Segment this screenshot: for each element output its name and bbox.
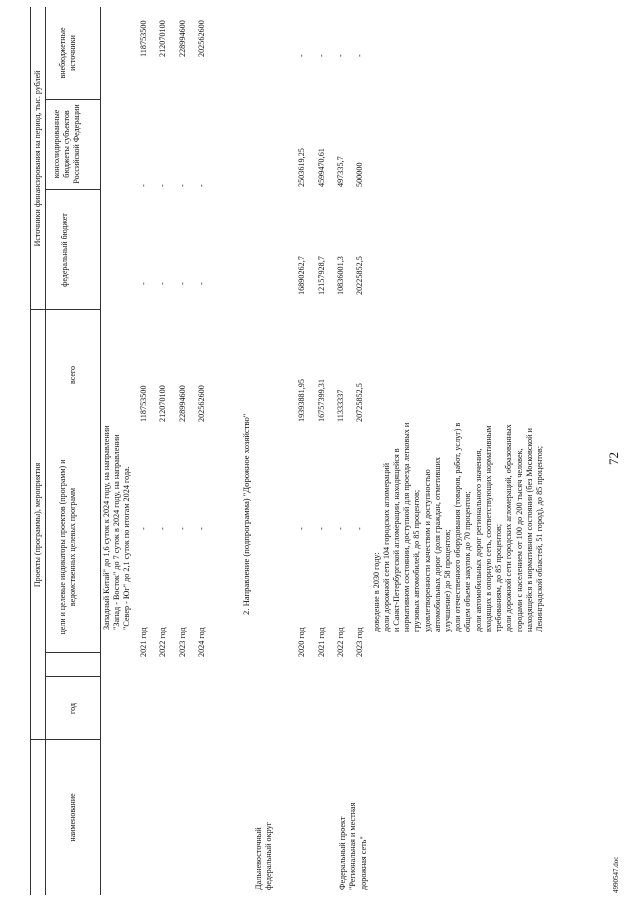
cell-regional: - bbox=[158, 184, 167, 187]
cell-total: 118753500 bbox=[139, 385, 148, 422]
cell-extra: - bbox=[355, 54, 364, 57]
cell-extra: - bbox=[297, 54, 306, 57]
cell-year: 2020 год bbox=[297, 627, 306, 657]
cell-goal: - bbox=[197, 527, 206, 530]
cell-extra: - bbox=[317, 54, 326, 57]
cell-year: 2024 год bbox=[197, 627, 206, 657]
cell-regional: 2503619,25 bbox=[297, 148, 306, 187]
cell-regional: - bbox=[139, 184, 148, 187]
cell-goal: - bbox=[317, 527, 326, 530]
goal-text-line: и Санкт-Петербургской агломерации, находящейся в bbox=[392, 448, 401, 632]
cell-extra: 202562600 bbox=[197, 20, 206, 57]
goal-text-line: доли дорожной сети городских агломераций, образованных bbox=[504, 424, 513, 632]
cell-goal: - bbox=[158, 527, 167, 530]
cell-total: 212070100 bbox=[158, 385, 167, 422]
goal-text-line: доли дорожной сети 104 городских агломераций bbox=[382, 463, 391, 632]
goal-text-line: требованиям, до 85 процентов; bbox=[494, 523, 503, 632]
header-year: год bbox=[68, 703, 77, 714]
cell-year: 2022 год bbox=[158, 627, 167, 657]
goal-text-line: входящих в опорную сеть, соответствующих нормативным bbox=[484, 425, 493, 632]
goal-text-line: доведение в 2030 году: bbox=[372, 552, 381, 632]
cell-total: 20725852,5 bbox=[355, 383, 364, 422]
cell-federal: - bbox=[178, 282, 187, 285]
cell-total: 16757399,31 bbox=[317, 379, 326, 422]
cell-federal: - bbox=[197, 282, 206, 285]
goal-text-line: общем объеме закупок до 70 процентов; bbox=[463, 491, 472, 632]
cell-extra: - bbox=[336, 54, 345, 57]
cell-federal: - bbox=[139, 282, 148, 285]
cell-year: 2023 год bbox=[355, 627, 364, 657]
goal-text-line: "Запад - Восток" до 7 суток в 2024 году, на направлении bbox=[112, 434, 121, 630]
col-divider bbox=[45, 652, 100, 653]
table-top-rule bbox=[30, 7, 31, 895]
goal-text-line: улучшение) до 58 процентов; bbox=[443, 529, 452, 632]
goal-text-line: "Север - Юг" до 2,1 суток по итогам 2024 года. bbox=[122, 466, 131, 630]
cell-federal: - bbox=[158, 282, 167, 285]
goal-text-line: находящейся в нормативном состоянии (без Московской и bbox=[525, 428, 534, 632]
header-bottom-rule bbox=[100, 7, 101, 895]
cell-regional: 500000 bbox=[355, 162, 364, 187]
cell-year: 2023 год bbox=[178, 627, 187, 657]
cell-goal: - bbox=[355, 527, 364, 530]
cell-extra: 228994600 bbox=[178, 20, 187, 57]
goal-text-line: нормативном состоянии, доступной для проезда легковых и bbox=[402, 422, 411, 632]
cell-total: 11333337 bbox=[336, 389, 345, 422]
goal-text-line: Западный Китай" до 1,6 суток к 2024 году, на направлении bbox=[102, 425, 111, 630]
cell-goal: - bbox=[139, 527, 148, 530]
project-name: Федеральный проект "Региональная и местная дорожная сеть" bbox=[338, 802, 368, 890]
cell-goal: - bbox=[336, 527, 345, 530]
cell-federal: 16890262,7 bbox=[297, 256, 306, 295]
footer-code: 4990547.doc bbox=[612, 856, 620, 893]
cell-regional: - bbox=[197, 184, 206, 187]
goal-text-line: удовлетворенности качеством и доступностью bbox=[423, 469, 432, 632]
cell-total: 228994600 bbox=[178, 385, 187, 422]
header-regional: консолидированные бюджеты субъектов Российской Федерации bbox=[52, 104, 81, 184]
cell-total: 19393881,95 bbox=[297, 379, 306, 422]
cell-extra: 212070100 bbox=[158, 20, 167, 57]
goal-text-line: городами с населением от 100 до 200 тысяч человек, bbox=[515, 448, 524, 632]
cell-regional: - bbox=[178, 184, 187, 187]
cell-federal: 10836001,3 bbox=[336, 256, 345, 295]
header-group-rule bbox=[45, 7, 46, 895]
section-title: 2. Направление (подпрограмма) "Дорожное хозяйство" bbox=[241, 413, 251, 615]
cell-year: 2022 год bbox=[336, 627, 345, 657]
header-name: наименование bbox=[68, 793, 77, 842]
header-extrabudget: внебюджетные источники bbox=[58, 27, 77, 79]
cell-federal: 12157928,7 bbox=[317, 256, 326, 295]
cell-federal: 20225852,5 bbox=[355, 256, 364, 295]
cell-goal: - bbox=[178, 527, 187, 530]
cell-regional: 497335,7 bbox=[336, 156, 345, 187]
col-divider bbox=[45, 189, 100, 190]
cell-year: 2021 год bbox=[139, 627, 148, 657]
goal-text-line: грузовых автомобилей, до 85 процентов; bbox=[412, 489, 421, 632]
header-projects: Проекты (программы), мероприятия bbox=[33, 462, 42, 588]
cell-total: 202562600 bbox=[197, 385, 206, 422]
goal-text-line: автомобильных дорог (доля граждан, отметивших bbox=[433, 457, 442, 632]
col-divider bbox=[45, 99, 100, 100]
goal-text-line: доли автомобильных дорог регионального значения, bbox=[474, 448, 483, 632]
region-name: Дальневосточный федеральный округ bbox=[254, 821, 274, 890]
cell-extra: 118753500 bbox=[139, 20, 148, 57]
cell-regional: 4599470,61 bbox=[317, 148, 326, 187]
page-number: 72 bbox=[606, 452, 621, 465]
header-federal: федеральный бюджет bbox=[60, 213, 69, 287]
header-total: всего bbox=[68, 366, 77, 385]
goal-text-line: Ленинградской областей, 51 город), до 85 процентов; bbox=[535, 446, 544, 632]
header-goals: цели и целевые индикаторы проектов (программ) и ведомственных целевых программ bbox=[58, 459, 77, 635]
cell-goal: - bbox=[297, 527, 306, 530]
goal-text-line: доли отечественного оборудования (товаров, работ, услуг) в bbox=[453, 422, 462, 632]
header-sources: Источники финансирования на период, тыс. рублей bbox=[33, 70, 42, 247]
cell-year: 2021 год bbox=[317, 627, 326, 657]
